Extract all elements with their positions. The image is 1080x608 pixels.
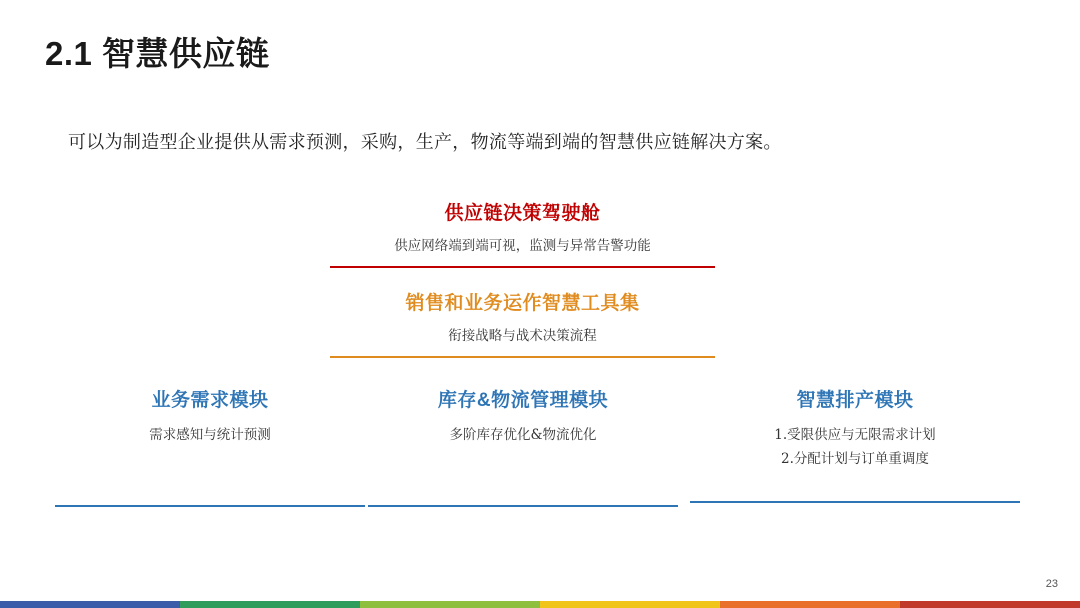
column-line: 需求感知与统计预测 — [149, 427, 271, 443]
column-divider — [690, 501, 1020, 503]
rainbow-segment — [0, 601, 180, 608]
rainbow-segment — [900, 601, 1080, 608]
tier-divider — [330, 356, 715, 358]
tier-divider — [330, 266, 715, 268]
rainbow-segment — [540, 601, 720, 608]
column-line: 多阶库存优化&物流优化 — [449, 427, 597, 443]
tier-sales-operations-toolkit — [330, 288, 715, 358]
lead-paragraph: 可以为制造型企业提供从需求预测，采购，生产，物流等端到端的智慧供应链解决方案。 — [68, 132, 782, 153]
rainbow-segment — [360, 601, 540, 608]
column-inventory-logistics-module — [368, 385, 678, 507]
supply-chain-pyramid-diagram — [0, 190, 1080, 520]
column-line: 2.分配计划与订单重调度 — [781, 450, 929, 467]
page-number: 23 — [1045, 578, 1058, 590]
tier-decision-cockpit — [330, 198, 715, 268]
page-title: 2.1 智慧供应链 — [45, 35, 270, 72]
rainbow-segment — [720, 601, 900, 608]
column-business-demand-module — [55, 385, 365, 507]
column-line: 1.受限供应与无限需求计划 — [774, 427, 936, 443]
column-title: 库存&物流管理模块 — [437, 390, 609, 411]
column-divider — [55, 505, 365, 507]
column-divider — [368, 505, 678, 507]
rainbow-segment — [180, 601, 360, 608]
tier-title: 供应链决策驾驶舱 — [444, 203, 601, 224]
column-smart-scheduling-module — [690, 385, 1020, 503]
footer-rainbow-bar — [0, 601, 1080, 608]
column-lines — [690, 424, 1020, 471]
column-title: 业务需求模块 — [151, 390, 269, 411]
tier-subtitle: 供应网络端到端可视，监测与异常告警功能 — [394, 238, 651, 254]
tier-subtitle: 衔接战略与战术决策流程 — [448, 328, 597, 344]
column-title: 智慧排产模块 — [796, 390, 914, 411]
tier-title: 销售和业务运作智慧工具集 — [405, 293, 640, 314]
